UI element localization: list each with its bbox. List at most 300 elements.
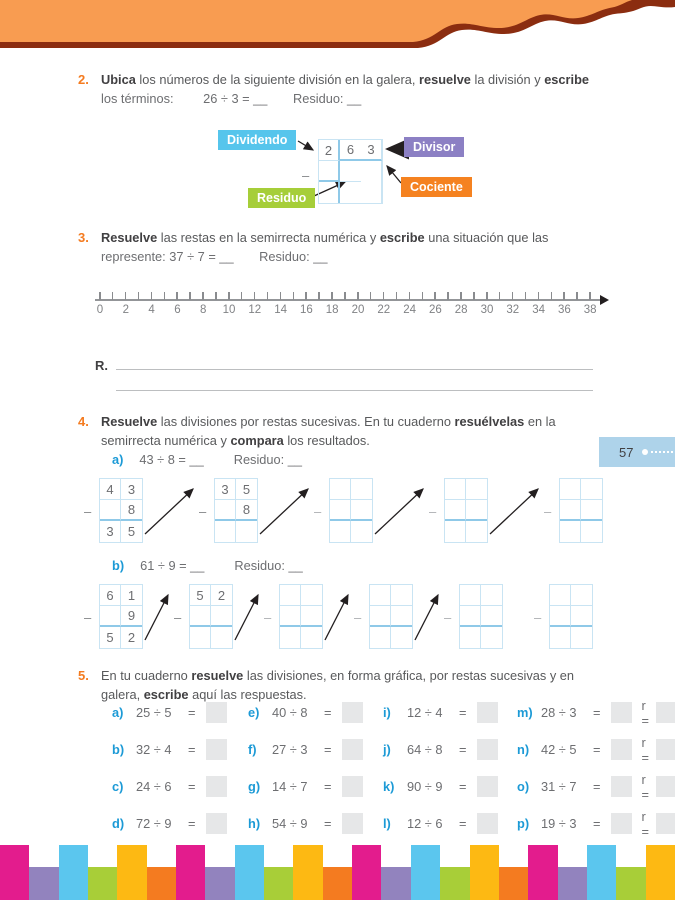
text-run: escribe: [544, 72, 590, 87]
exercise-4b-boxes: [84, 584, 593, 649]
item-letter: h): [248, 816, 261, 831]
galera-cell[interactable]: [215, 500, 236, 521]
tick-mark: [460, 292, 462, 300]
division-item: [517, 808, 675, 839]
tick-mark: [447, 292, 449, 300]
text-run: resuelve: [418, 72, 471, 87]
tick-mark: [525, 292, 527, 300]
galera-cell: 9: [121, 606, 142, 627]
galera-grid: [99, 478, 143, 543]
tick-mark: [344, 292, 346, 300]
division-expression: 90 ÷ 9: [407, 779, 443, 794]
division-item: [383, 776, 517, 797]
dividendo-label: Dividendo: [218, 130, 296, 150]
galera-cell[interactable]: [581, 500, 602, 521]
division-item: [112, 776, 248, 797]
equals-sign: =: [593, 705, 601, 720]
footer-bar: [470, 845, 499, 900]
arrow-connector: [258, 478, 314, 542]
footer-bar: [147, 867, 176, 900]
remainder-box[interactable]: [656, 776, 675, 797]
remainder-label: r =: [641, 697, 649, 728]
galera-cell[interactable]: [190, 627, 211, 648]
galera-cell: 2: [127, 630, 136, 645]
footer-bar: [440, 867, 469, 900]
division-box: [544, 478, 603, 543]
answer-line[interactable]: [116, 390, 593, 391]
tick-label: 26: [428, 304, 442, 316]
residuo-label: Residuo: [248, 188, 315, 208]
galera-cell[interactable]: [301, 585, 322, 606]
minus-sign: –: [314, 504, 322, 519]
exercise-4a-boxes: [84, 478, 603, 543]
text-run: escribe: [143, 687, 189, 702]
answer-box[interactable]: [477, 739, 498, 760]
galera-cell[interactable]: [190, 606, 211, 627]
item-letter: a): [112, 452, 124, 467]
equals-sign: =: [188, 742, 196, 757]
division-item: [248, 776, 383, 797]
galera-cell[interactable]: [560, 479, 581, 500]
item-letter: e): [248, 705, 260, 720]
exercise-5-body: [101, 666, 602, 704]
galera-cell[interactable]: [236, 521, 257, 542]
division-expression: 40 ÷ 8: [272, 705, 308, 720]
galera-grid: [214, 478, 258, 543]
galera-cell: 3: [100, 521, 121, 542]
arrow-connector: [323, 584, 354, 648]
arrow-connector: [233, 584, 264, 648]
footer-bar: [528, 845, 557, 900]
tick-mark: [331, 292, 333, 300]
division-box: [444, 584, 503, 649]
tick-mark: [396, 292, 398, 300]
footer-bar: [587, 845, 616, 900]
galera-cell[interactable]: [211, 606, 232, 627]
footer-bar: [293, 845, 322, 900]
tick-label: 16: [299, 304, 313, 316]
tick-mark: [280, 292, 282, 300]
text-run: en la semirrecta numérica y: [101, 414, 556, 448]
galera-cell[interactable]: [550, 585, 571, 606]
remainder-label: r =: [641, 734, 649, 765]
galera-cell[interactable]: [481, 627, 502, 648]
galera-cell[interactable]: [100, 500, 121, 521]
tick-mark: [215, 292, 217, 300]
galera-cell[interactable]: [301, 627, 322, 648]
exercise-4: [78, 412, 602, 450]
tick-mark: [512, 292, 514, 300]
tick-mark: [305, 292, 307, 300]
tick-label: 34: [532, 304, 545, 316]
equals-sign: =: [593, 816, 601, 831]
division-expression: 12 ÷ 6: [407, 816, 443, 831]
text-run: En tu cuaderno: [101, 668, 192, 683]
footer-bar: [558, 867, 587, 900]
galera-cell[interactable]: [391, 606, 412, 627]
galera-cell[interactable]: [340, 161, 361, 182]
exercise-5-instructions: [101, 666, 602, 704]
division-equation: 61 ÷ 9 = __: [140, 558, 205, 573]
galera-cell[interactable]: [280, 606, 301, 627]
division-expression: 28 ÷ 3: [541, 705, 577, 720]
exercise-3-equation-line: [101, 247, 602, 266]
answer-box[interactable]: [206, 813, 227, 834]
galera-cell: 5: [100, 627, 121, 648]
equals-sign: =: [188, 705, 196, 720]
division-item: [112, 702, 248, 723]
tick-mark: [370, 292, 372, 300]
text-run: Ubica: [101, 72, 136, 87]
galera-cell[interactable]: [481, 606, 502, 627]
galera-grid: [329, 478, 373, 543]
tick-label: 2: [122, 304, 129, 316]
item-letter: k): [383, 779, 395, 794]
minus-sign: –: [354, 610, 362, 625]
arrow-connector: [143, 478, 199, 542]
minus-sign: –: [534, 610, 542, 625]
division-expression: 42 ÷ 5: [541, 742, 577, 757]
galera-grid: [279, 584, 323, 649]
division-box: [174, 584, 233, 649]
text-run: las restas en la semirrecta numérica y: [157, 230, 380, 245]
answer-box[interactable]: [611, 702, 632, 723]
answer-box[interactable]: [477, 702, 498, 723]
remainder-label: r =: [641, 771, 649, 802]
answer-box[interactable]: [477, 776, 498, 797]
dividendo-arrow: [298, 141, 313, 150]
item-letter: b): [112, 742, 125, 757]
galera-grid: [549, 584, 593, 649]
division-box: [314, 478, 373, 543]
tick-label: 18: [325, 304, 339, 316]
galera-grid: [459, 584, 503, 649]
tick-mark: [538, 292, 540, 300]
exercise-number: 2.: [78, 72, 89, 87]
footer-bar: [381, 867, 410, 900]
answer-box[interactable]: [206, 776, 227, 797]
remainder-box[interactable]: [656, 813, 675, 834]
galera-cell[interactable]: [466, 521, 487, 542]
tick-mark: [202, 292, 204, 300]
tick-mark: [267, 292, 269, 300]
galera-cell: 3: [121, 479, 142, 500]
exercise-number: 5.: [78, 668, 89, 683]
galera-cell: 5: [190, 585, 211, 606]
footer-bar: [616, 867, 645, 900]
tick-mark: [151, 292, 153, 300]
tick-mark: [99, 292, 101, 300]
galera-cell[interactable]: [445, 521, 466, 542]
tick-mark: [241, 292, 243, 300]
galera-cell[interactable]: [391, 585, 412, 606]
tick-label: 22: [377, 304, 391, 316]
item-letter: f): [248, 742, 257, 757]
division-box: [429, 478, 488, 543]
tick-mark: [422, 292, 424, 300]
arrow-connector: [143, 584, 174, 648]
text-run: una situación que las: [424, 230, 549, 245]
answer-box[interactable]: [342, 739, 363, 760]
galera-cell[interactable]: [466, 479, 487, 500]
footer-bar: [323, 867, 352, 900]
footer-bar: [499, 867, 528, 900]
galera-cell[interactable]: [560, 521, 581, 542]
galera-cell[interactable]: [460, 627, 481, 648]
item-letter: n): [517, 742, 530, 757]
division-box: [534, 584, 593, 649]
exercise-5: [78, 666, 602, 704]
galera-cell[interactable]: [560, 500, 581, 521]
answer-label: R.: [95, 358, 108, 373]
answer-box[interactable]: [611, 739, 632, 760]
divisor-label: Divisor: [404, 137, 464, 157]
galera-cell: 3: [215, 479, 236, 500]
galera-cell[interactable]: [466, 500, 487, 521]
text-run: Resuelve: [101, 230, 158, 245]
minus-sign: –: [174, 610, 182, 625]
galera-cell[interactable]: [370, 627, 391, 648]
answer-box[interactable]: [206, 739, 227, 760]
division-expression: 24 ÷ 6: [136, 779, 172, 794]
division-expression: 12 ÷ 4: [407, 705, 443, 720]
footer-bar: [205, 867, 234, 900]
tick-mark: [318, 292, 320, 300]
galera-cell[interactable]: [481, 585, 502, 606]
galera-cell[interactable]: [330, 521, 351, 542]
division-box: [199, 478, 258, 543]
footer-bar: [29, 867, 58, 900]
division-box: [84, 584, 143, 649]
tick-mark: [138, 292, 140, 300]
tick-mark: [293, 292, 295, 300]
galera-cell[interactable]: [100, 606, 121, 627]
exercise-4b-equation: [112, 558, 303, 573]
tick-mark: [383, 292, 385, 300]
text-run: las divisiones por restas sucesivas. En tu cuaderno: [157, 414, 455, 429]
text-run: escribe: [379, 230, 425, 245]
equals-sign: =: [324, 816, 332, 831]
galera-cell[interactable]: [445, 500, 466, 521]
galera-cell[interactable]: [215, 521, 236, 542]
answer-box[interactable]: [342, 776, 363, 797]
galera-cell[interactable]: [571, 585, 592, 606]
galera-cell[interactable]: [445, 479, 466, 500]
tick-label: 8: [199, 304, 207, 316]
tick-mark: [112, 292, 114, 300]
answer-box[interactable]: [206, 702, 227, 723]
division-expression: 31 ÷ 7: [541, 779, 577, 794]
answer-box[interactable]: [342, 702, 363, 723]
tick-label: 30: [480, 304, 494, 316]
minus-sign: –: [264, 610, 272, 625]
exercise-3-instructions: [101, 228, 602, 247]
cociente-arrow: [387, 166, 401, 183]
galera-cell[interactable]: [391, 627, 412, 648]
residuo-blank: Residuo: __: [234, 558, 303, 573]
division-item: [383, 702, 517, 723]
division-expression: 72 ÷ 9: [136, 816, 172, 831]
ex5-grid: [112, 697, 668, 839]
tick-mark: [125, 292, 127, 300]
footer-bar: [411, 845, 440, 900]
item-letter: a): [112, 705, 124, 720]
galera-cell[interactable]: [330, 500, 351, 521]
number-line: [95, 288, 615, 324]
footer-bar: [235, 845, 264, 900]
footer-bar: [352, 845, 381, 900]
badge-dot-icon: [642, 449, 648, 455]
division-box: [354, 584, 413, 649]
galera-cell[interactable]: [361, 161, 382, 182]
item-letter: b): [112, 558, 125, 573]
exercise-4a-equation: [112, 452, 302, 467]
galera-cell[interactable]: [351, 500, 372, 521]
equals-sign: =: [188, 816, 196, 831]
tick-mark: [254, 292, 256, 300]
text-run: Resuelve: [101, 414, 158, 429]
galera-cell[interactable]: [280, 627, 301, 648]
galera-cell: 3: [361, 140, 382, 161]
galera-cell[interactable]: [460, 585, 481, 606]
division-item: [383, 739, 517, 760]
galera-cell[interactable]: [351, 521, 372, 542]
exercise-2-equation-line: [101, 89, 602, 108]
galera-cell[interactable]: [330, 479, 351, 500]
exercise-3: [78, 228, 602, 266]
text-run: los resultados.: [283, 433, 370, 448]
minus-sign: –: [444, 610, 452, 625]
tick-label: 12: [248, 304, 262, 316]
galera-cell[interactable]: [319, 161, 340, 182]
exercise-2-body: [101, 70, 602, 108]
number-line-arrow-icon: [600, 295, 609, 305]
galera-cell[interactable]: [581, 521, 602, 542]
text-run: los números de la siguiente división en la galera,: [135, 72, 419, 87]
galera-cell: 6: [340, 140, 361, 161]
galera-cell: 4: [100, 479, 121, 500]
minus-sign: –: [84, 504, 92, 519]
spacer: [503, 584, 534, 648]
exercise-3-body: [101, 228, 602, 266]
equals-sign: =: [324, 779, 332, 794]
exercise-number: 3.: [78, 230, 89, 245]
division-expression: 64 ÷ 8: [407, 742, 443, 757]
division-item: [248, 813, 383, 834]
galera-grid: [302, 139, 383, 204]
item-letter: l): [383, 816, 391, 831]
answer-box[interactable]: [342, 813, 363, 834]
galera-cell[interactable]: [340, 182, 361, 203]
item-letter: o): [517, 779, 530, 794]
equals-sign: =: [188, 779, 196, 794]
galera-cell[interactable]: [351, 479, 372, 500]
text-run: resuelve: [191, 668, 244, 683]
answer-box[interactable]: [611, 813, 632, 834]
item-letter: c): [112, 779, 124, 794]
item-letter: g): [248, 779, 261, 794]
galera-cell[interactable]: [550, 606, 571, 627]
equals-sign: =: [593, 742, 601, 757]
tick-mark: [589, 292, 591, 300]
tick-label: 6: [174, 304, 181, 316]
tick-label: 20: [351, 304, 365, 316]
tick-mark: [486, 292, 488, 300]
minus-sign: –: [199, 504, 207, 519]
galera-cell: 8: [121, 500, 142, 521]
galera-cell[interactable]: [460, 606, 481, 627]
tick-mark: [164, 292, 166, 300]
minus-sign: –: [84, 610, 92, 625]
equals-sign: =: [459, 705, 467, 720]
exercise-4-body: [101, 412, 602, 450]
exercise-number: 4.: [78, 414, 89, 429]
remainder-box[interactable]: [656, 702, 675, 723]
galera-cell[interactable]: [361, 182, 382, 203]
galera-cell[interactable]: [370, 585, 391, 606]
item-letter: m): [517, 705, 533, 720]
exercise-2: [78, 70, 602, 108]
arrow-connector: [373, 478, 429, 542]
tick-label: 0: [96, 304, 104, 316]
tick-mark: [563, 292, 565, 300]
division-box: [264, 584, 323, 649]
galera-cell[interactable]: [370, 606, 391, 627]
footer-bars: [0, 845, 675, 900]
arrow-connector: [488, 478, 544, 542]
galera-cell[interactable]: [319, 182, 340, 203]
tick-mark: [551, 292, 553, 300]
tick-mark: [176, 292, 178, 300]
galera-grid: [369, 584, 413, 649]
division-expression: 32 ÷ 4: [136, 742, 172, 757]
galera-cell[interactable]: [571, 627, 592, 648]
tick-label: 10: [222, 304, 236, 316]
equals-sign: =: [324, 742, 332, 757]
item-letter: p): [517, 816, 530, 831]
item-letter: j): [383, 742, 391, 757]
tick-mark: [357, 292, 359, 300]
text-run: las divisiones, en forma gráfica, por restas sucesivas y en galera,: [101, 668, 575, 702]
cociente-label: Cociente: [401, 177, 472, 197]
tick-mark: [499, 292, 501, 300]
tick-mark: [409, 292, 411, 300]
remainder-box[interactable]: [656, 739, 675, 760]
answer-box[interactable]: [611, 776, 632, 797]
galera-cell[interactable]: [581, 479, 602, 500]
galera-grid: [559, 478, 603, 543]
galera-cell: 6: [100, 585, 121, 606]
answer-line[interactable]: [116, 369, 593, 370]
division-item: [112, 739, 248, 760]
division-equation: 43 ÷ 8 = __: [139, 452, 204, 467]
galera-cell[interactable]: [301, 606, 322, 627]
tick-label: 4: [148, 304, 155, 316]
division-expression: 27 ÷ 3: [272, 742, 308, 757]
tick-mark: [228, 292, 230, 300]
galera-cell[interactable]: [280, 585, 301, 606]
answer-block: [95, 356, 595, 396]
galera-cell[interactable]: [571, 606, 592, 627]
remainder-label: r =: [641, 808, 649, 839]
galera-grid: [189, 584, 233, 649]
answer-box[interactable]: [477, 813, 498, 834]
galera-cell[interactable]: [211, 627, 232, 648]
tick-mark: [189, 292, 191, 300]
footer-bar: [59, 845, 88, 900]
minus-sign: –: [429, 504, 437, 519]
galera-cell[interactable]: [550, 627, 571, 648]
